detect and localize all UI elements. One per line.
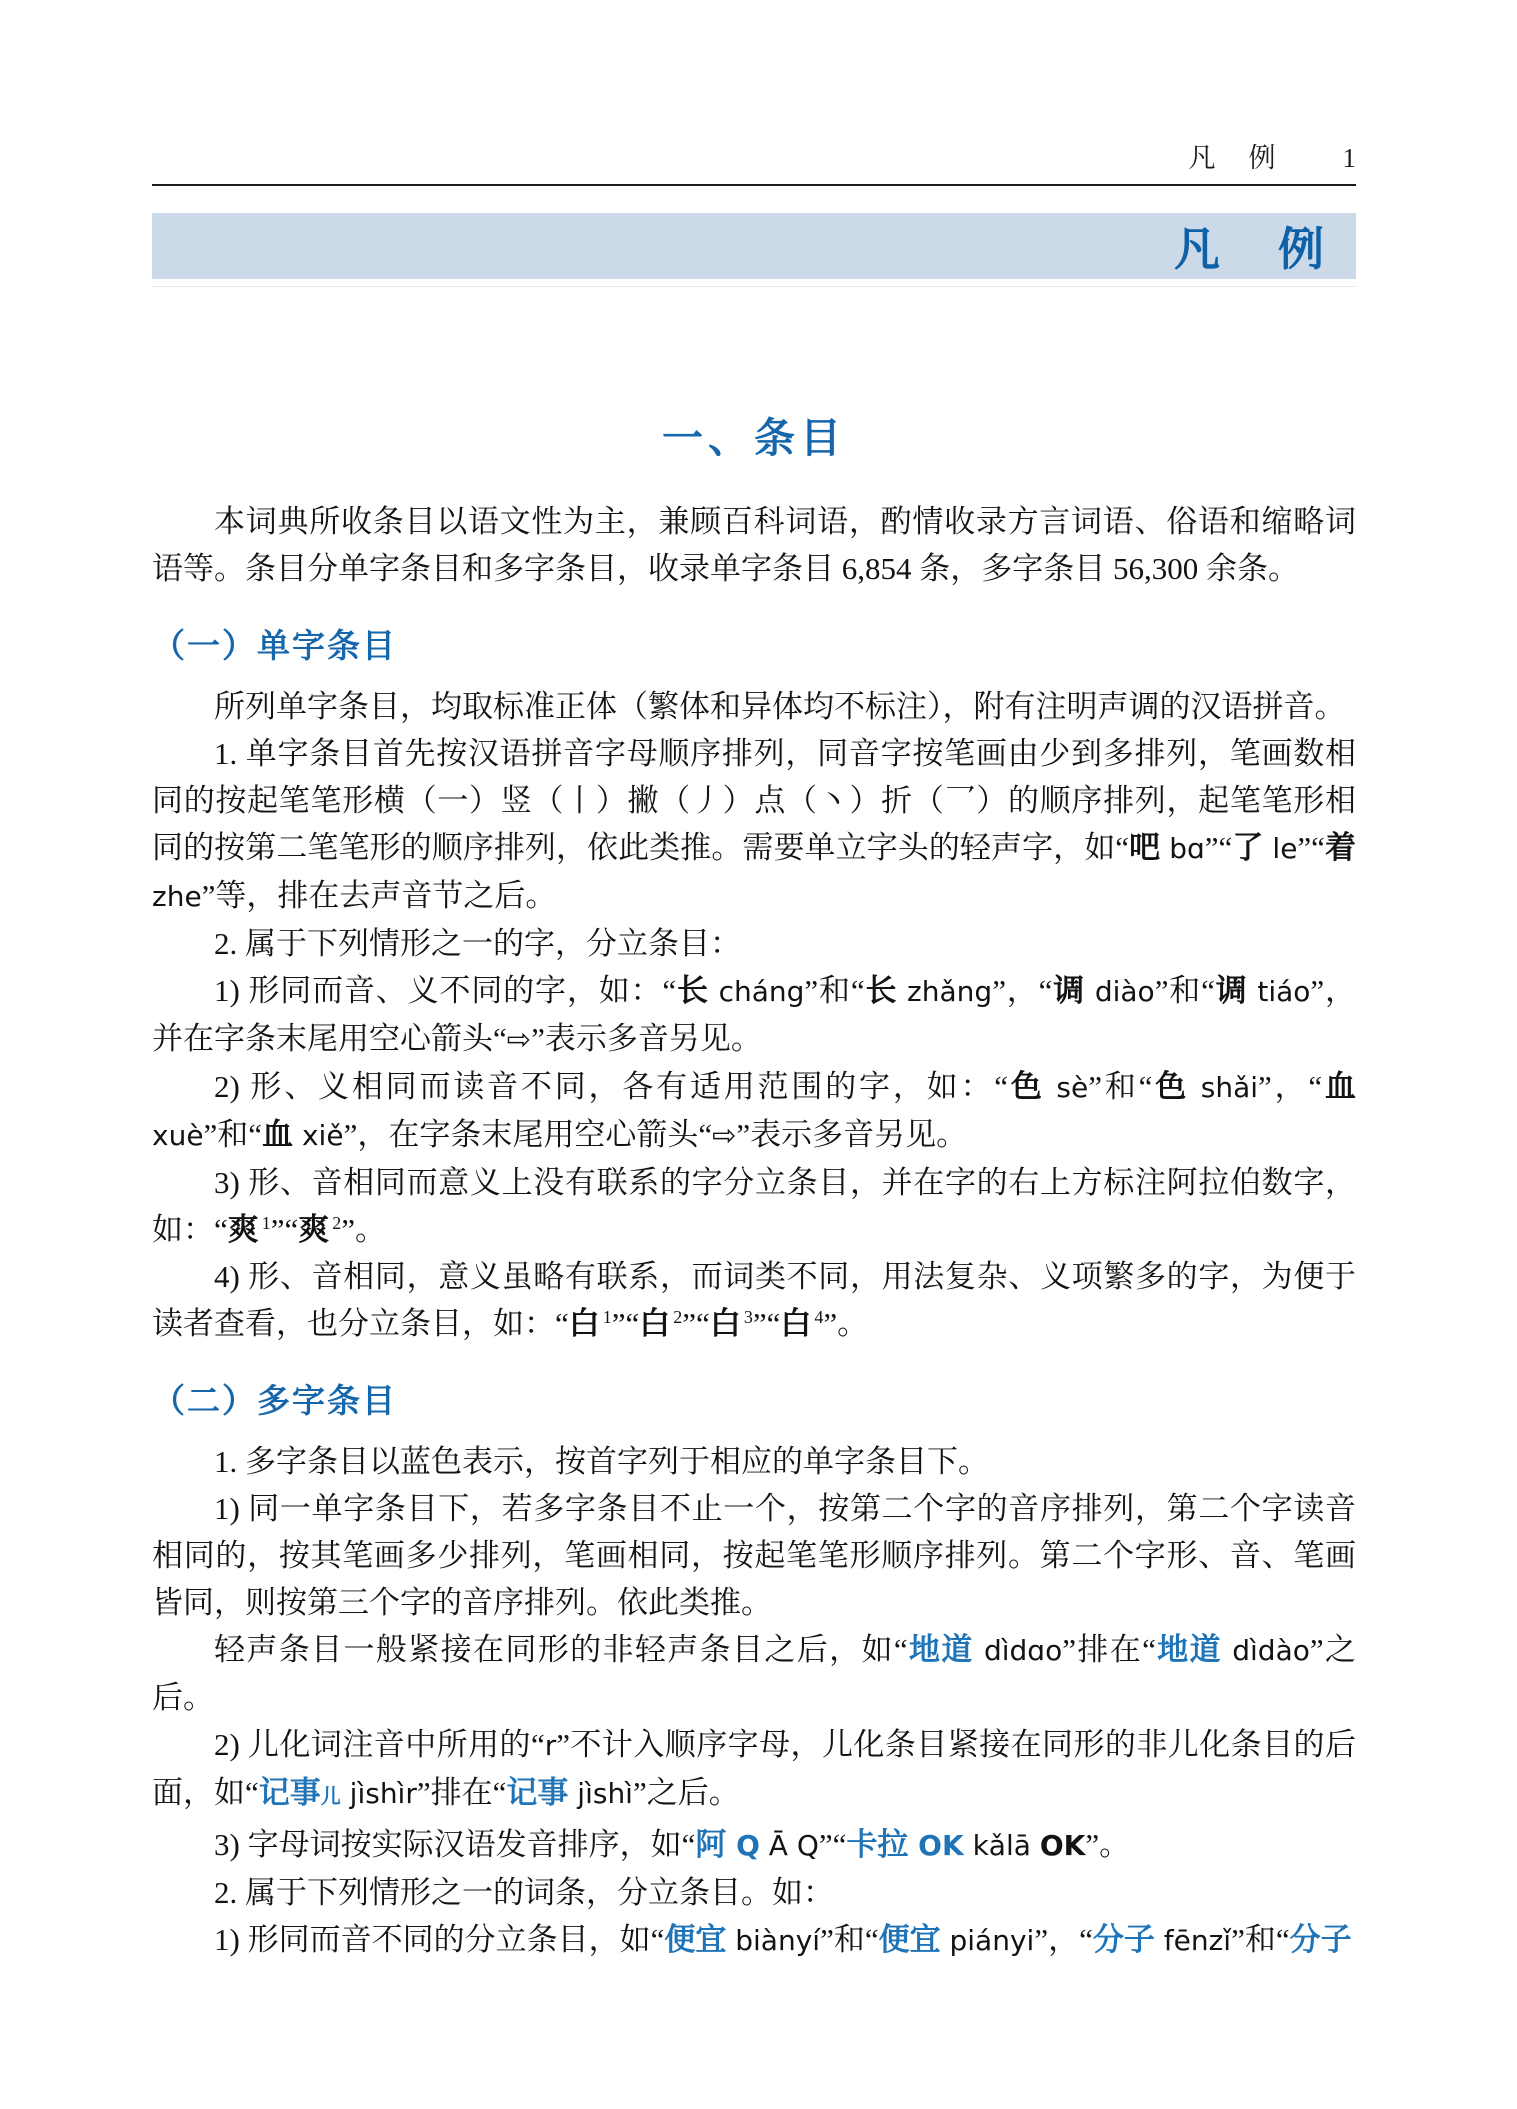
paragraph: 2) 形、义相同而读音不同，各有适用范围的字，如：“色 sè”和“色 shǎi”，“血 xuè”和“血 xiě”，在字条末尾用空心箭头“⇨”表示多音另见。 bbox=[152, 1069, 1357, 1152]
subsection-heading: （一）单字条目 bbox=[152, 627, 397, 664]
paragraph: 2) 儿化词注音中所用的“r”不计入顺序字母，儿化条目紧接在同形的非儿化条目的后面，如“记事儿 jìshìr”排在“记事 jìshì”之后。 bbox=[152, 1727, 1356, 1810]
paragraph: 本词典所收条目以语文性为主，兼顾百科词语，酌情收录方言词语、俗语和缩略词语等。条目分单字条目和多字条目，收录单字条目 6,854 条，多字条目 56,300 余条。 bbox=[152, 504, 1356, 586]
paragraph: 1. 多字条目以蓝色表示，按首字列于相应的单字条目下。 bbox=[214, 1444, 989, 1479]
paragraph: 2. 属于下列情形之一的字，分立条目： bbox=[214, 926, 741, 961]
paragraph: 轻声条目一般紧接在同形的非轻声条目之后，如“地道 dìdɑo”排在“地道 dìdào”之后。 bbox=[152, 1632, 1357, 1715]
page-number: 1 bbox=[1342, 143, 1356, 173]
paragraph: 1) 形同而音不同的分立条目，如“便宜 biànyí”和“便宜 piányi”，“分子 fēnzǐ”和“分子 bbox=[214, 1922, 1352, 1957]
paragraph: 1. 单字条目首先按汉语拼音字母顺序排列，同音字按笔画由少到多排列，笔画数相同的按起笔笔形横（一）竖（丨）撇（丿）点（丶）折（乛）的顺序排列，起笔笔形相同的按第二笔笔形的顺序排列，依此类推。需要单立字头的轻声字，如“吧 bɑ”“了 le”“着 zhe”等，排在去声音节之后。 bbox=[152, 736, 1357, 913]
chapter-banner bbox=[152, 213, 1356, 279]
chapter-banner-title: 凡 例 bbox=[1174, 223, 1330, 275]
content bbox=[152, 498, 1356, 1964]
paragraph: 2. 属于下列情形之一的词条，分立条目。如： bbox=[214, 1875, 834, 1910]
paragraph: 3) 形、音相同而意义上没有联系的字分立条目，并在字的右上方标注阿拉伯数字，如：“爽 $^1$”“爽 $^2$”。 bbox=[152, 1165, 1356, 1247]
section-title: 一、条目 bbox=[662, 415, 846, 461]
dictionary-front-matter-page bbox=[152, 0, 1356, 1964]
running-header-title: 凡 例 bbox=[1188, 143, 1279, 173]
paragraph: 所列单字条目，均取标准正体（繁体和异体均不标注），附有注明声调的汉语拼音。 bbox=[214, 689, 1346, 724]
paragraph: 1) 形同而音、义不同的字，如：“长 cháng”和“长 zhǎng”，“调 diào”和“调 tiáo”，并在字条末尾用空心箭头“⇨”表示多音另见。 bbox=[152, 973, 1356, 1056]
paragraph: 4) 形、音相同，意义虽略有联系，而词类不同，用法复杂、义项繁多的字，为便于读者查看，也分立条目，如：“白 $^1$”“白 $^2$”“白 $^3$”“白 $^4$”。 bbox=[152, 1259, 1356, 1341]
subsection-heading: （二）多字条目 bbox=[152, 1382, 397, 1419]
running-header bbox=[152, 136, 1356, 186]
paragraph: 1) 同一单字条目下，若多字条目不止一个，按第二个字的音序排列，第二个字读音相同的，按其笔画多少排列，笔画相同，按起笔笔形顺序排列。第二个字形、音、笔画皆同，则按第三个字的音序排列。依此类推。 bbox=[152, 1491, 1356, 1620]
paragraph: 3) 字母词按实际汉语发音排序，如“阿 Q Ā Q”“卡拉 OK kǎlā OK”。 bbox=[214, 1827, 1131, 1862]
